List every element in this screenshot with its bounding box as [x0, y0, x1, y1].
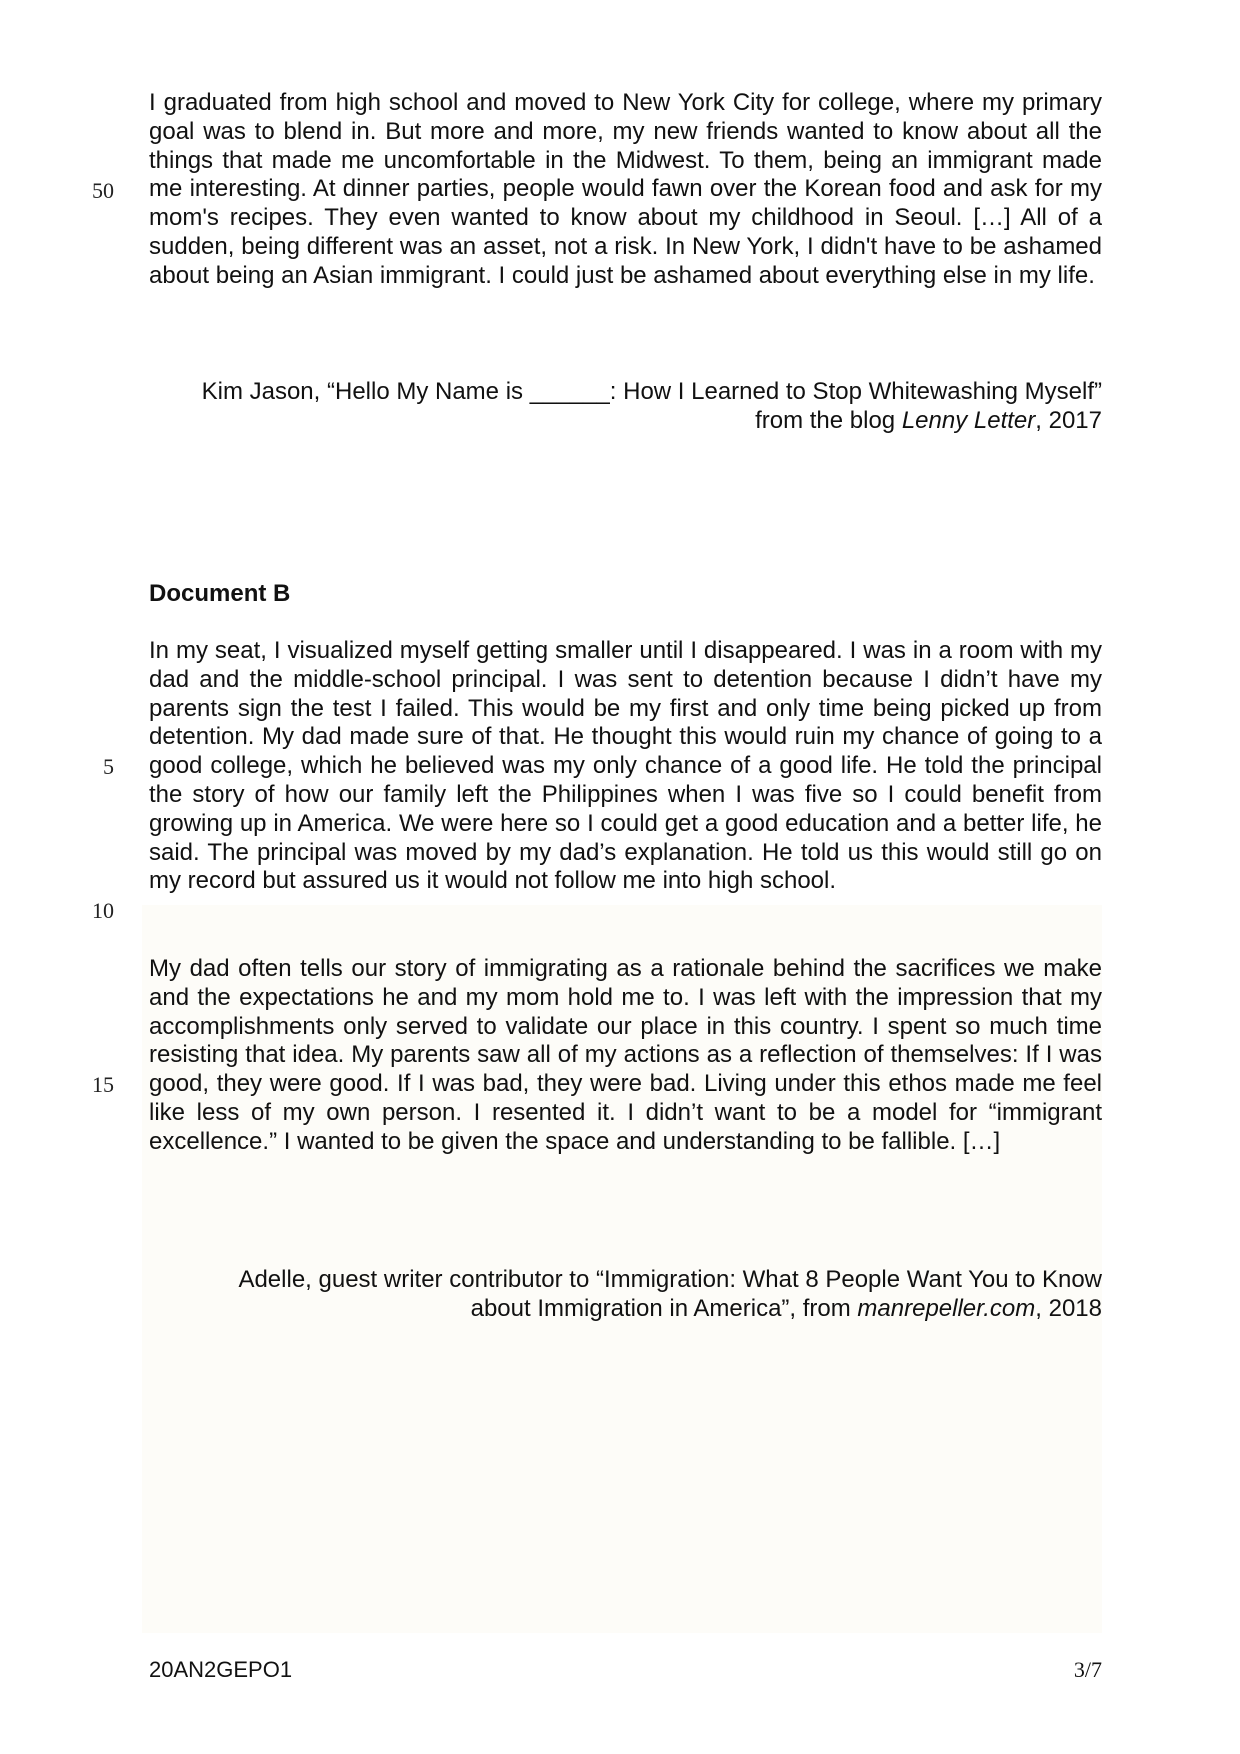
line-number-50: 50	[92, 178, 114, 203]
document-a-source-italic: Lenny Letter	[901, 407, 1036, 434]
line-number-10: 10	[92, 898, 114, 923]
document-b-paragraph-2: My dad often tells our story of immigrating as a rationale behind the sacrifices we make and the expectations he and my mom hold me to. I was left with the impression that my accomplishments only served to validate our place in this country. I spent so much time resisting that idea. My parents saw all of my actions as a reflection of themselves: If I was good, they were good. If I was bad, they were bad. Living under this ethos made me feel like less of my own person. I resented it. I didn’t want to be a model for “immigrant excellence.” I wanted to be given the space and understanding to be fallible. […]	[149, 955, 1102, 1155]
document-b-source-suffix: , 2018	[1035, 1295, 1102, 1322]
document-b-paragraph-1: In my seat, I visualized myself getting smaller until I disappeared. I was in a room with my dad and the middle-school principal. I was sent to detention because I didn’t have my parents sign the test I failed. This would be my first and only time being picked up from detention. My dad made sure of that. He thought this would ruin my chance of going to a good college, which he believed was my only chance of a good life. He told the principal the story of how our family left the Philippines when I was five so I could benefit from growing up in America. We were here so I could get a good education and a better life, he said. The principal was moved by my dad’s explanation. He told us this would still go on my record but assured us it would not follow me into high school.	[149, 637, 1102, 895]
page-number: 3/7	[1073, 1657, 1102, 1682]
document-a-source-prefix: from the blog	[755, 407, 902, 434]
document-a-source-suffix: , 2017	[1035, 407, 1102, 434]
line-number-15: 15	[92, 1072, 114, 1097]
exam-code: 20AN2GEPO1	[149, 1657, 293, 1682]
document-b-source-italic: manrepeller.com	[857, 1295, 1036, 1322]
document-b-source-line1: Adelle, guest writer contributor to “Immigration: What 8 People Want You to Know	[238, 1266, 1102, 1293]
document-b-heading: Document B	[149, 580, 291, 607]
document-a-source	[149, 377, 1102, 435]
document-a-source-line1: Kim Jason, “Hello My Name is ______: How I Learned to Stop Whitewashing Myself”	[201, 378, 1102, 405]
document-a-paragraph: I graduated from high school and moved to New York City for college, where my primary goal was to blend in. But more and more, my new friends wanted to know about all the things that made me uncomfortable in the Midwest. To them, being an immigrant made me interesting. At dinner parties, people would fawn over the Korean food and ask for my mom's recipes. They even wanted to know about my childhood in Seoul. […] All of a sudden, being different was an asset, not a risk. In New York, I didn't have to be ashamed about being an Asian immigrant. I could just be ashamed about everything else in my life.	[149, 89, 1102, 289]
document-b-source-prefix: about Immigration in America”, from	[470, 1295, 858, 1322]
line-number-5: 5	[103, 754, 114, 779]
document-b-source	[149, 1265, 1102, 1323]
